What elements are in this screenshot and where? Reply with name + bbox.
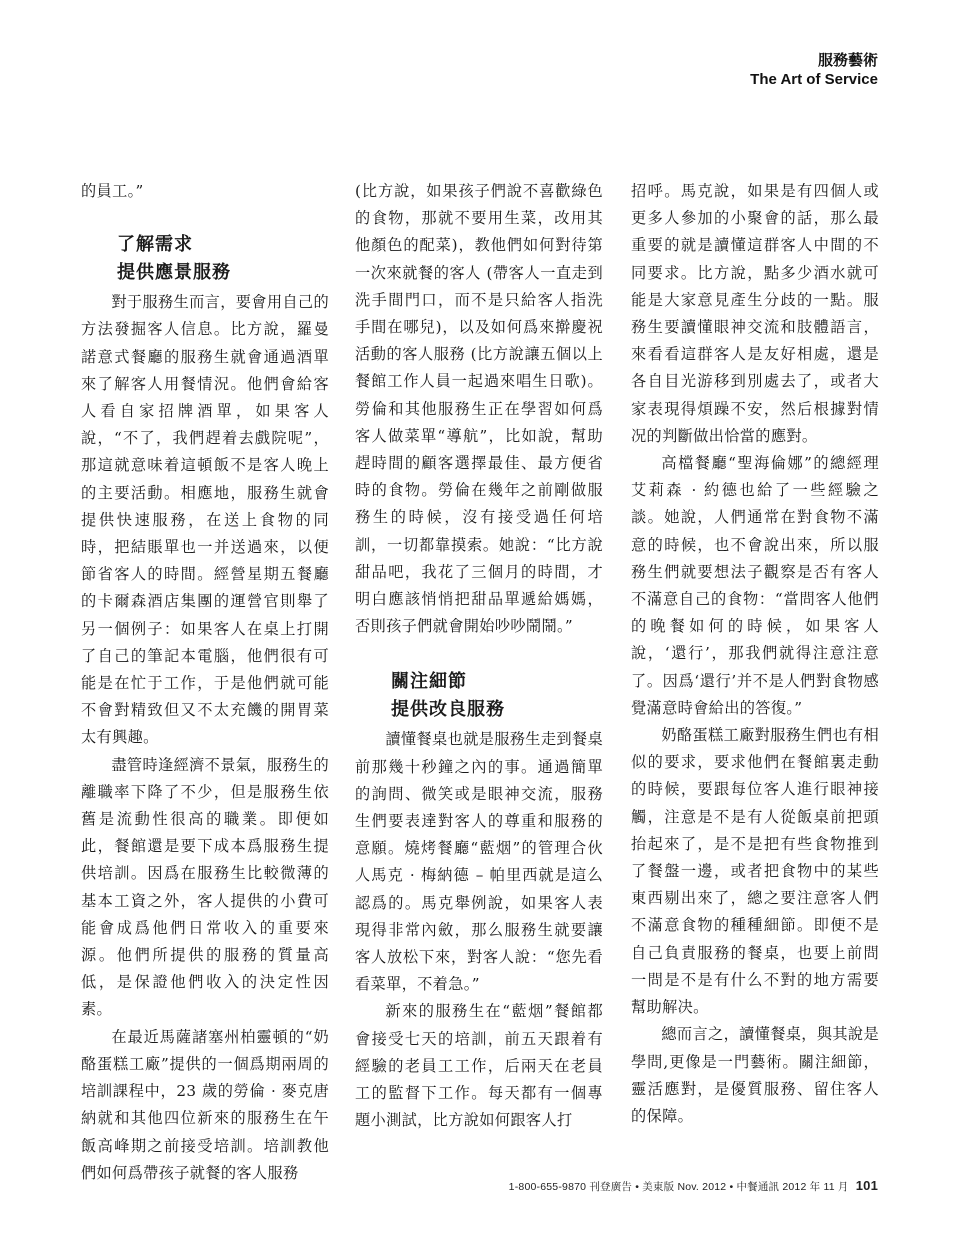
subheading xyxy=(81,231,329,287)
body-column-1 xyxy=(81,178,329,1187)
article-paragraph: 總而言之，讀懂餐桌，與其說是學問,更像是一門藝術。關注細節，靈活應對，是優質服務、留住客人的保障。 xyxy=(631,1025,879,1125)
subheading-line: 了解需求 xyxy=(117,234,193,256)
subheading xyxy=(355,668,603,724)
article-paragraph: 的員工。” xyxy=(81,182,144,200)
article-paragraph: 招呼。馬克說，如果是有四個人或更多人參加的小聚會的話，那么最重要的就是讀懂這群客人中間的不同要求。比方說，點多少酒水就可能是大家意見產生分歧的一點。服務生要讀懂眼神交流和肢體語言，來看看這群客人是友好相處，還是各自目光游移到別處去了，或者大家表現得煩躁不安，然后根據對情况的判斷做出恰當的應對。 xyxy=(631,182,879,445)
subheading-line: 提供改良服務 xyxy=(391,699,505,721)
article-paragraph: 讀懂餐桌也就是服務生走到餐桌前那幾十秒鐘之內的事。通過簡單的詢問、微笑或是眼神交流，服務生們要表達對客人的尊重和服務的意願。燒烤餐廳“藍烟”的管理合伙人馬克 · 梅納德 – 帕里西就是這么認爲的。馬克舉例說，如果客人表現得非常內斂，那么服務生就要讓客人放松下來，對客人說：“您先看看菜單，不着急。” xyxy=(355,730,603,994)
page-header xyxy=(750,50,878,90)
page-footer xyxy=(509,1178,878,1194)
article-paragraph: 新來的服務生在“藍烟”餐館都會接受七天的培訓，前五天跟着有經驗的老員工工作，后兩天在老員工的監督下工作。每天都有一個專題小測試，比方說如何跟客人打 xyxy=(355,1002,603,1130)
page-number: 101 xyxy=(855,1178,878,1193)
body-column-2 xyxy=(355,178,603,1135)
subheading-line: 關注細節 xyxy=(391,671,467,693)
article-paragraph: 高檔餐廳“聖海倫娜”的總經理艾莉森 · 約德也給了一些經驗之談。她說，人們通常在對食物不滿意的時候，也不會說出來，所以服務生們就要想法子觀察是否有客人不滿意自己的食物：“當問客人他們的晚餐如何的時候，如果客人說，‘還行’，那我們就得注意注意了。因爲‘還行’并不是人們對食物感覺滿意時會給出的答復。” xyxy=(631,454,879,717)
subheading-line: 提供應景服務 xyxy=(117,262,231,284)
footer-text: 1-800-655-9870 刊登廣告 • 美東版 Nov. 2012 • 中餐通訊 2012 年 11 月 xyxy=(508,1181,849,1193)
article-paragraph: 在最近馬薩諸塞州柏靈頓的“奶酪蛋糕工廠”提供的一個爲期兩周的培訓課程中，23 歲的勞倫 · 麥克唐納就和其他四位新來的服務生在午飯高峰期之前接受培訓。培訓教他們如何爲帶孩子就餐的客人服務 xyxy=(81,1027,329,1182)
section-title-chinese: 服務藝術 xyxy=(817,51,878,69)
article-paragraph: (比方說，如果孩子們說不喜歡綠色的食物，那就不要用生菜，改用其他顏色的配菜)，教他們如何對待第一次來就餐的客人 (帶客人一直走到洗手間門口，而不是只給客人指洗手間在哪兒)，以及如何爲來擀慶祝活動的客人服務 (比方說讓五個以上餐館工作人員一起過來唱生日歌)。勞倫和其他服務生正在學習如何爲客人做菜單“導航”，比如說，幫助趕時間的顧客選擇最佳、最方便省時的食物。勞倫在幾年之前剛做服務生的時候，沒有接受過任何培訓，一切都靠摸索。她說：“比方說甜品吧，我花了三個月的時間，才明白應該悄悄把甜品單遞給媽媽，否則孩子們就會開始吵吵鬧鬧。” xyxy=(355,182,603,636)
article-paragraph: 奶酪蛋糕工廠對服務生們也有相似的要求，要求他們在餐館裏走動的時候，要跟每位客人進行眼神接觸，注意是不是有人從飯桌前把頭抬起來了，是不是把有些食物推到了餐盤一邊，或者把食物中的某些東西剔出來了，總之要注意客人們不滿意食物的種種細節。即便不是自己負責服務的餐桌，也要上前問一問是不是有什么不對的地方需要幫助解决。 xyxy=(631,726,879,1017)
article-paragraph: 盡管時逢經濟不景氣，服務生的離職率下降了不少，但是服務生依舊是流動性很高的職業。即便如此，餐館還是要下成本爲服務生提供培訓。因爲在服務生比較微薄的基本工資之外，客人提供的小費可能會成爲他們日常收入的重要來源。他們所提供的服務的質量高低，是保證他們收入的決定性因素。 xyxy=(81,755,329,1019)
section-title-english: The Art of Service xyxy=(750,71,878,88)
article-paragraph: 對于服務生而言，要會用自己的方法發掘客人信息。比方說，羅曼諾意式餐廳的服務生就會通過酒單來了解客人用餐情況。他們會給客人看自家招牌酒單，如果客人說，“不了，我們趕着去戲院呢”，那這就意味着這頓飯不是客人晚上的主要活動。相應地，服務生就會提供快速服務，在送上食物的同時，把結賬單也一并送過來，以便節省客人的時間。經營星期五餐廳的卡爾森酒店集團的運營官則舉了另一個例子：如果客人在桌上打開了自己的筆記本電腦，他們很有可能是在忙于工作，于是他們就可能不會對精致但又不太充饑的開胃菜太有興趣。 xyxy=(81,293,329,747)
body-column-3 xyxy=(631,178,879,1130)
